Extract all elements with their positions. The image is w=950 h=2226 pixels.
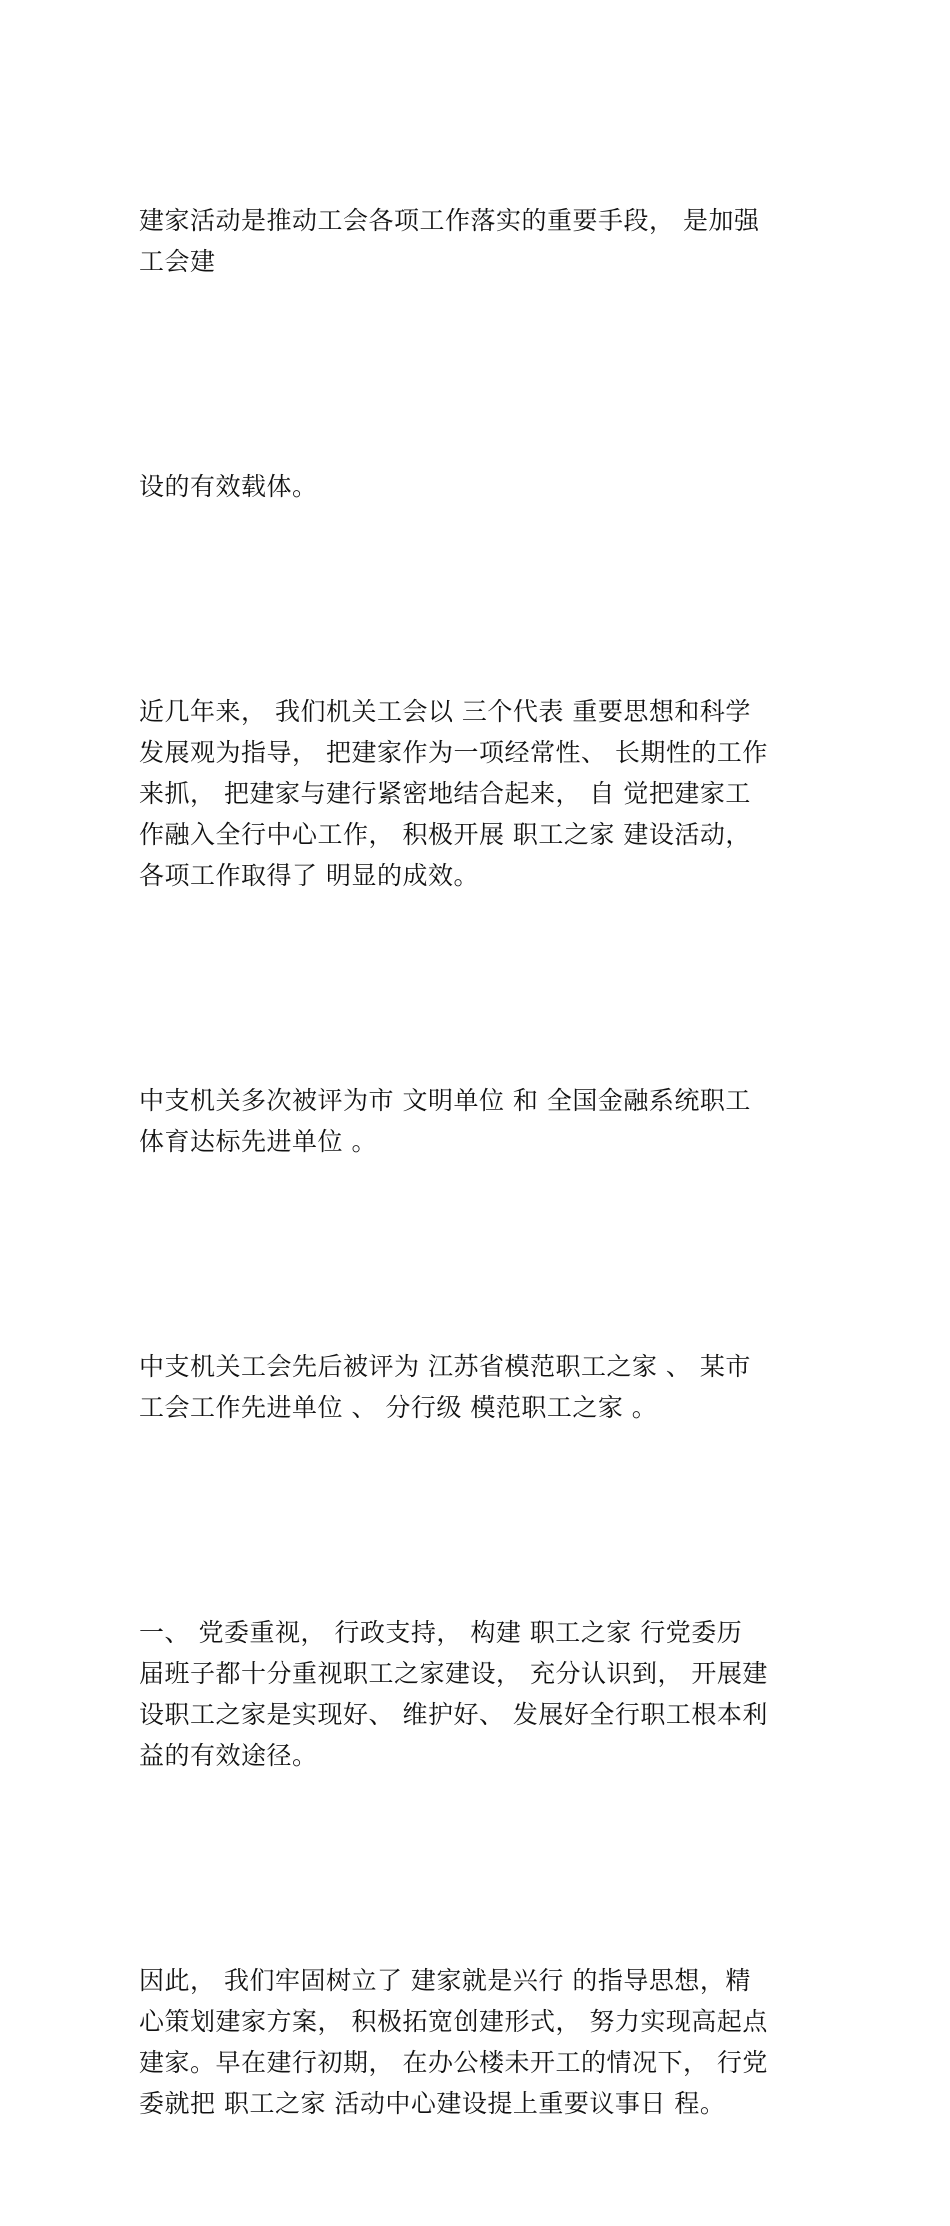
paragraph-line: 届班子都十分重视职工之家建设， 充分认识到， 开展建 xyxy=(139,1659,768,1688)
paragraph-line: 发展观为指导， 把建家作为一项经常性、 长期性的工作 xyxy=(139,738,768,767)
paragraph-line: 中支机关多次被评为市 文明单位 和 全国金融系统职工 xyxy=(139,1086,751,1115)
paragraph-4 xyxy=(139,998,819,1244)
paragraph-line: 因此， 我们牢固树立了 建家就是兴行 的指导思想，精 xyxy=(139,1966,751,1995)
paragraph-2 xyxy=(139,384,819,589)
paragraph-line: 建家。早在建行初期， 在办公楼未开工的情况下， 行党 xyxy=(139,2048,768,2077)
paragraph-line: 工会建 xyxy=(139,247,216,276)
document-body xyxy=(139,118,819,2226)
paragraph-line: 近几年来， 我们机关工会以 三个代表 重要思想和科学 xyxy=(139,697,751,726)
paragraph-1 xyxy=(139,118,819,364)
paragraph-line: 心策划建家方案， 积极拓宽创建形式， 努力实现高起点 xyxy=(139,2007,768,2036)
paragraph-line: 设的有效载体。 xyxy=(139,472,318,501)
paragraph-line: 中支机关工会先后被评为 江苏省模范职工之家 、 某市 xyxy=(139,1352,751,1381)
paragraph-line: 体育达标先进单位 。 xyxy=(139,1127,377,1156)
paragraph-3 xyxy=(139,609,819,978)
paragraph-line: 一、 党委重视， 行政支持， 构建 职工之家 行党委历 xyxy=(139,1618,743,1647)
paragraph-7 xyxy=(139,1878,819,2206)
paragraph-5 xyxy=(139,1264,819,1510)
paragraph-line: 委就把 职工之家 活动中心建设提上重要议事日 程。 xyxy=(139,2089,726,2118)
paragraph-line: 建家活动是推动工会各项工作落实的重要手段， 是加强 xyxy=(139,206,760,235)
paragraph-line: 设职工之家是实现好、 维护好、 发展好全行职工根本利 xyxy=(139,1700,768,1729)
paragraph-line: 作融入全行中心工作， 积极开展 职工之家 建设活动， xyxy=(139,820,751,849)
paragraph-6 xyxy=(139,1530,819,1858)
paragraph-line: 益的有效途径。 xyxy=(139,1741,318,1770)
paragraph-line: 工会工作先进单位 、 分行级 模范职工之家 。 xyxy=(139,1393,658,1422)
paragraph-line: 来抓， 把建家与建行紧密地结合起来， 自 觉把建家工 xyxy=(139,779,751,808)
paragraph-line: 各项工作取得了 明显的成效。 xyxy=(139,861,479,890)
